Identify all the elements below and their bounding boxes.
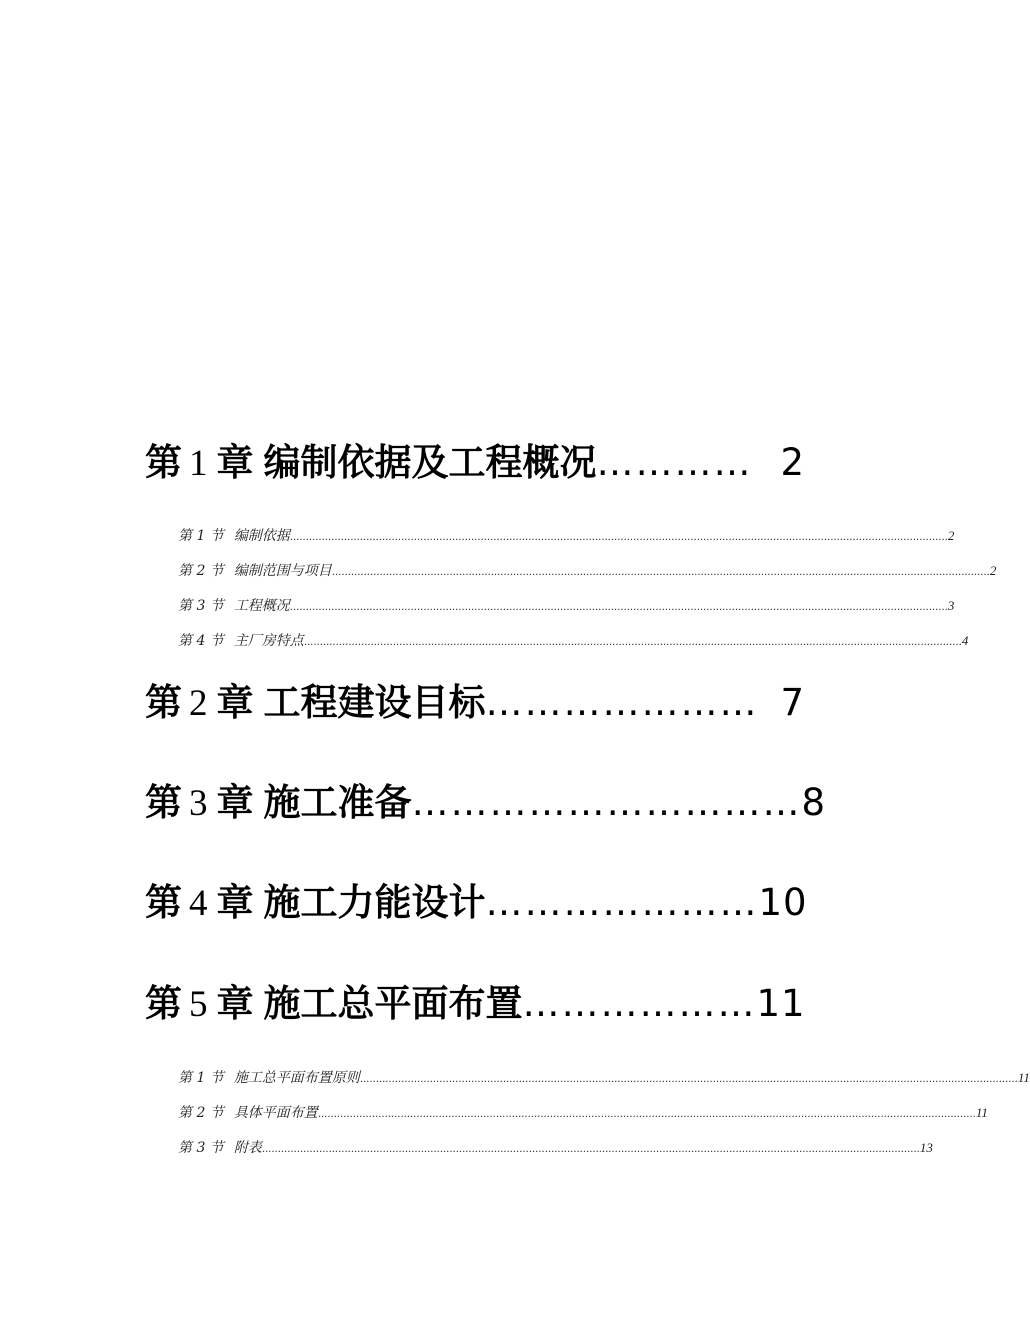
toc-section-1-3[interactable]: [178, 596, 955, 616]
dot-leader: ...............................................................................................................................................................................................................: [261, 1144, 920, 1155]
page-number: 10: [758, 881, 808, 924]
chapter-number: 4: [189, 883, 208, 924]
toc-section-5-2[interactable]: [178, 1103, 988, 1123]
dot-leader: ...............................................................................................................................................................................................................: [303, 637, 962, 648]
dot-leader: ...............................................................................................................................................................................................................: [331, 567, 990, 578]
chapter-label: 第: [145, 981, 182, 1025]
section-title: 主厂房特点: [233, 633, 304, 649]
section-title: 编制范围与项目: [233, 563, 332, 579]
dot-leader: ………………: [522, 982, 757, 1025]
page-number: 2: [947, 528, 955, 543]
chapter-number: 3: [189, 783, 208, 824]
section-label: 第 2 节: [178, 1105, 224, 1121]
dot-leader: …………………………: [411, 781, 802, 824]
page-number: 2: [780, 441, 805, 484]
section-title: 附表: [233, 1140, 262, 1156]
page-number: 11: [1017, 1070, 1030, 1085]
chapter-number: 2: [189, 683, 208, 724]
toc-chapter-5[interactable]: [145, 979, 805, 1027]
section-title: 工程概况: [233, 598, 290, 614]
dot-leader: ...............................................................................................................................................................................................................: [289, 602, 948, 613]
dot-leader: ...............................................................................................................................................................................................................: [317, 1109, 976, 1120]
toc-section-5-3[interactable]: [178, 1138, 933, 1158]
chapter-unit: 章: [216, 981, 254, 1025]
section-title: 具体平面布置: [233, 1105, 318, 1121]
chapter-label: 第: [145, 440, 182, 484]
dot-leader: ...............................................................................................................................................................................................................: [289, 532, 948, 543]
chapter-title: 施工准备: [263, 780, 412, 824]
page-number: 13: [919, 1140, 933, 1155]
section-label: 第 2 节: [178, 563, 224, 579]
section-label: 第 1 节: [178, 1070, 224, 1086]
page-number: 11: [975, 1105, 988, 1120]
dot-leader: ...............................................................................................................................................................................................................: [359, 1074, 1018, 1085]
chapter-label: 第: [145, 880, 182, 924]
page-number: 2: [989, 563, 997, 578]
page-number: 8: [801, 781, 827, 824]
section-label: 第 1 节: [178, 528, 224, 544]
toc-section-1-1[interactable]: [178, 526, 955, 546]
toc-section-1-4[interactable]: [178, 631, 969, 651]
chapter-unit: 章: [216, 780, 254, 824]
toc-section-1-2[interactable]: [178, 561, 997, 581]
section-label: 第 3 节: [178, 598, 224, 614]
toc-chapter-3[interactable]: [145, 778, 827, 826]
dot-leader: …………: [596, 441, 753, 484]
toc-section-5-1[interactable]: [178, 1068, 1030, 1088]
chapter-number: 1: [189, 443, 208, 484]
section-title: 施工总平面布置原则: [233, 1070, 360, 1086]
dot-leader: …………………: [485, 881, 759, 924]
chapter-title: 施工力能设计: [263, 880, 486, 924]
section-label: 第 3 节: [178, 1140, 224, 1156]
toc-chapter-1[interactable]: [145, 438, 805, 486]
chapter-title: 施工总平面布置: [263, 981, 523, 1025]
page-number: 4: [961, 633, 969, 648]
chapter-unit: 章: [216, 880, 254, 924]
dot-leader: …………………: [485, 681, 759, 724]
page-number: 7: [780, 681, 805, 724]
chapter-number: 5: [189, 984, 208, 1025]
page-number: 3: [947, 598, 955, 613]
page-number: 11: [756, 982, 806, 1025]
chapter-label: 第: [145, 680, 182, 724]
chapter-title: 工程建设目标: [263, 680, 486, 724]
chapter-unit: 章: [216, 440, 254, 484]
section-title: 编制依据: [233, 528, 290, 544]
chapter-label: 第: [145, 780, 182, 824]
toc-chapter-2[interactable]: [145, 678, 805, 726]
chapter-title: 编制依据及工程概况: [263, 440, 597, 484]
toc-chapter-4[interactable]: [145, 878, 808, 926]
section-label: 第 4 节: [178, 633, 224, 649]
chapter-unit: 章: [216, 680, 254, 724]
